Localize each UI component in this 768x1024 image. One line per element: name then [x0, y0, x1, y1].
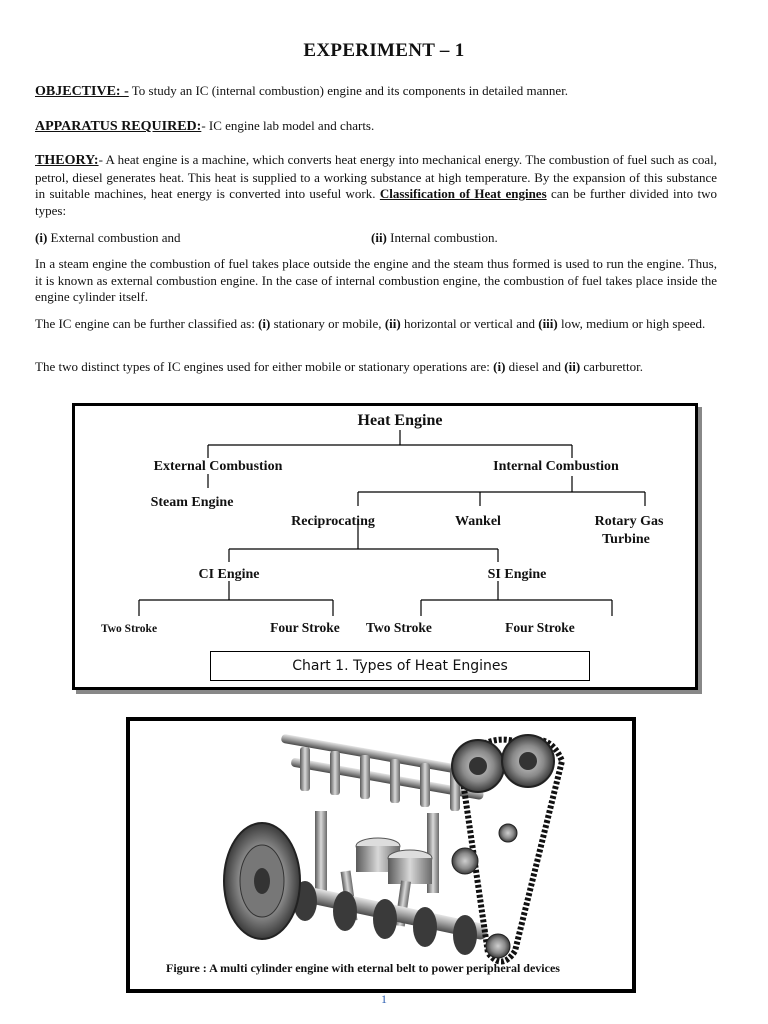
classify-t3: low, medium or high speed. [557, 316, 706, 331]
apparatus-text: - IC engine lab model and charts. [201, 118, 375, 133]
classify-t1: stationary or mobile, [270, 316, 385, 331]
heat-engine-chart [72, 403, 698, 690]
chart-node-root: Heat Engine [357, 412, 443, 429]
chart-node-rotary-2: Turbine [602, 532, 650, 547]
type-i-text: External combustion and [47, 230, 181, 245]
chart-node-si-two-stroke: Two Stroke [366, 620, 432, 635]
type-i-marker: (i) [35, 230, 48, 245]
classification-link: Classification of Heat engines [379, 186, 547, 201]
distinct-m1: (i) [493, 359, 506, 374]
flywheel [224, 823, 300, 939]
objective-label: OBJECTIVE: - [35, 84, 129, 99]
apparatus-label: APPARATUS REQUIRED: [35, 119, 202, 134]
chart-caption: Chart 1. Types of Heat Engines [210, 651, 590, 681]
classify-m3: (iii) [538, 316, 558, 331]
theory-paragraph [35, 152, 717, 219]
classify-paragraph [35, 316, 717, 333]
distinct-t1: diesel and [505, 359, 565, 374]
chart-node-internal: Internal Combustion [493, 459, 619, 474]
chart-node-external: External Combustion [153, 459, 283, 474]
chart-node-wankel: Wankel [455, 514, 501, 529]
steam-paragraph: In a steam engine the combustion of fuel takes place outside the engine and the steam thus formed is used to run the engine. Thus, it is known as external combustion engine. In the case of internal combustion engine, the combustion of fuel takes place inside the engine cylinder itself. [35, 256, 717, 304]
classify-pre: The IC engine can be further classified as: [35, 316, 259, 331]
chart-diagram [75, 406, 695, 687]
distinct-t2: carburettor. [580, 359, 643, 374]
distinct-m2: (ii) [564, 359, 581, 374]
theory-text: - A heat engine is a machine, which converts heat energy into mechanical energy. The combustion of fuel such as coal, petrol, diesel generates heat. This heat is supplied to a working substance at high temperature. By the expansion of this substance in suitable machines, heat energy is converted into useful work. [35, 152, 717, 201]
distinct-paragraph [35, 359, 717, 376]
chart-node-reciprocating: Reciprocating [291, 514, 375, 529]
page-title: EXPERIMENT – 1 [303, 40, 465, 61]
chart-node-steam: Steam Engine [150, 495, 234, 510]
classify-t2: horizontal or vertical and [400, 316, 539, 331]
chart-node-ci: CI Engine [198, 567, 260, 582]
distinct-pre: The two distinct types of IC engines used for either mobile or stationary operations are: [35, 359, 494, 374]
chart-node-si-four-stroke: Four Stroke [505, 620, 575, 635]
objective-text: To study an IC (internal combustion) engine and its components in detailed manner. [128, 83, 569, 98]
apparatus-paragraph [35, 118, 717, 136]
theory-tail: can be further divided into two types: [35, 186, 717, 218]
chart-node-si: SI Engine [487, 567, 547, 582]
chart-node-ci-four-stroke: Four Stroke [270, 620, 340, 635]
type-ii-marker: (ii) [371, 230, 387, 245]
objective-paragraph [35, 83, 717, 101]
classify-m2: (ii) [384, 316, 401, 331]
chart-node-ci-two-stroke: Two Stroke [100, 623, 158, 635]
theory-label: THEORY: [35, 153, 99, 168]
classify-m1: (i) [258, 316, 271, 331]
page-number: 1 [381, 992, 387, 1006]
engine-figure [126, 717, 636, 993]
figure-caption: Figure : A multi cylinder engine with eternal belt to power peripheral devices [166, 961, 560, 975]
type-ii-text: Internal combustion. [386, 230, 498, 245]
chart-node-rotary-1: Rotary Gas [594, 514, 664, 529]
engine-illustration [130, 721, 632, 989]
